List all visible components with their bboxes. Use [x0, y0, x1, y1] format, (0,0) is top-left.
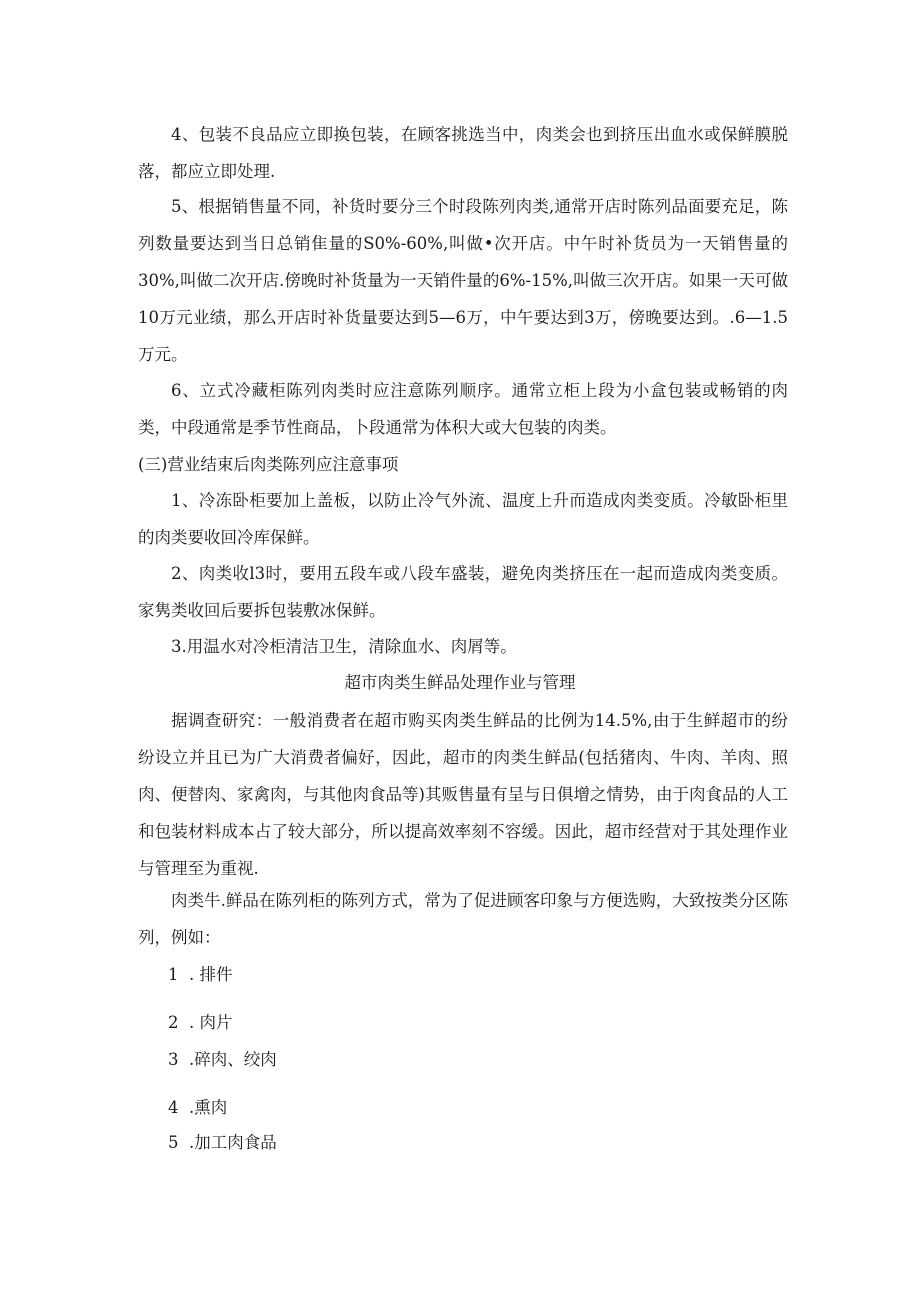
closing-item-2: 2、肉类收l3时，要用五段车或八段车盛装，避免肉类挤压在一起而造成肉类变质。家隽类收回后要拆包装敷冰保鲜。 [138, 564, 788, 620]
closing-item-3: 3.用温水对冷柜清洁卫生，清除血水、肉屑等。 [171, 637, 517, 656]
article-title: 超市肉类生鲜品处理作业与管理 [344, 673, 576, 692]
closing-item-1: 1、冷冻卧柜要加上盖板，以防止冷气外流、温度上升而造成肉类变质。冷敏卧柜里的肉类要收回冷库保鲜。 [138, 491, 788, 547]
display-paragraph: 肉类牛.鲜品在陈列柜的陈列方式，常为了促进顾客印象与方便选购，大致按类分区陈列，例如： [138, 891, 788, 947]
list-item: 1 . 排件 [168, 965, 233, 984]
paragraph-item-4: 4、包装不良品应立即换包装，在顾客挑选当中，肉类会也到挤压出血水或保鲜膜脱落，都应立即处理. [138, 125, 788, 181]
paragraph-item-6: 6、立式冷藏柜陈列肉类时应注意陈列顺序。通常立柜上段为小盒包装或畅销的肉类，中段通常是季节性商品，卜段通常为体积大或大包装的肉类。 [138, 381, 788, 437]
list-item: 5 .加工肉食品 [168, 1133, 277, 1152]
paragraph-item-5: 5、根据销售量不同，补货时要分三个时段陈列肉类,通常开店时陈列品面要充足，陈列数量要达到当日总销隹量的S0%-60%,叫做•次开店。中午时补货员为一天销售量的30%,叫做二次开店.傍晚时补货量为一天销件量的6%-15%,叫做三次开店。如果一天可做10万元业绩，那么开店时补货量要达到5—6万，中午要达到3万，傍晚要达到。.6—1.5万元。 [138, 197, 788, 364]
list-item: 4 .熏肉 [168, 1098, 228, 1117]
list-item: 3 .碎肉、绞肉 [168, 1050, 277, 1069]
intro-paragraph: 据调查研究：一般消费者在超市购买肉类生鲜品的比例为14.5%,由于生鲜超市的纷纷设立并且已为广大消费者偏好，因此，超市的肉类生鲜品(包括猪肉、牛肉、羊肉、照肉、便替肉、家禽肉，与其他肉食品等)其贩售量有呈与日俱增之情势，由于肉食品的人工和包装材料成本占了较大部分，所以提高效率刻不容缓。因此，超市经营对于其处理作业与管理至为重视. [138, 711, 788, 878]
section-heading-3: (三)营业结束后肉类陈列应注意事项 [138, 455, 399, 474]
list-item: 2 . 肉片 [168, 1013, 233, 1032]
